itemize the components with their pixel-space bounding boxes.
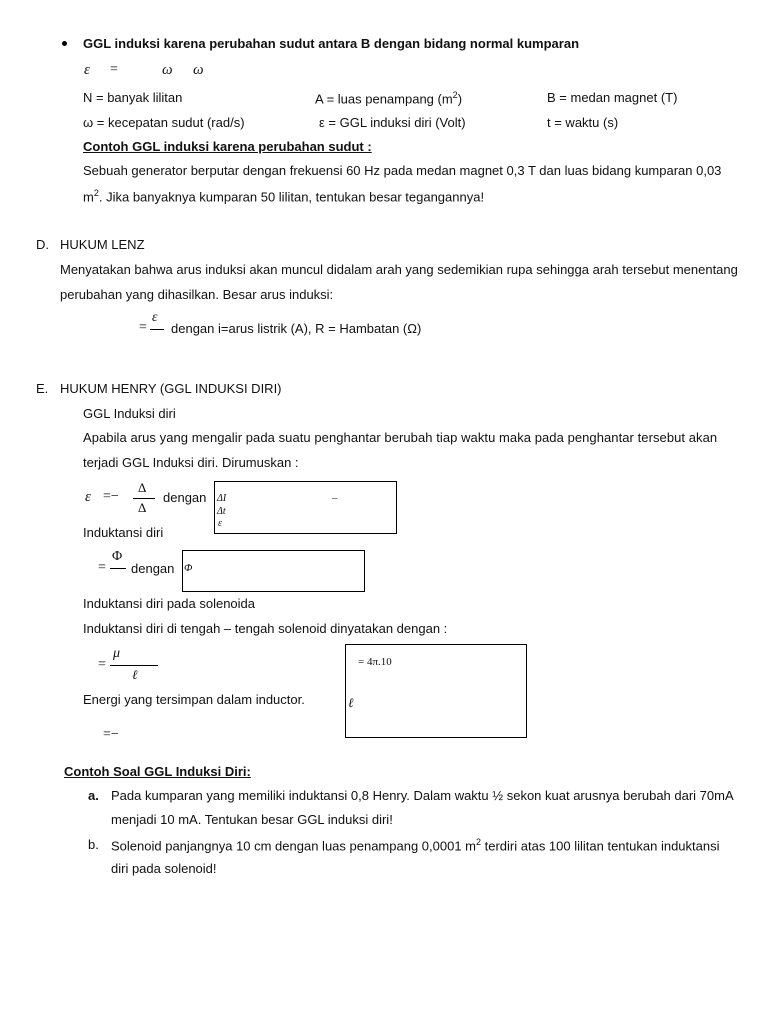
box2-phi: Φ xyxy=(184,562,193,574)
var-e: ε = GGL induksi diri (Volt) xyxy=(319,115,466,130)
box3-ell: ℓ xyxy=(348,695,354,710)
problem-a-line-2: menjadi 10 mA. Tentukan besar GGL induksi diri! xyxy=(111,812,393,827)
section-e-text-2: terjadi GGL Induksi diri. Dirumuskan : xyxy=(83,455,299,470)
section-d-text-1: Menyatakan bahwa arus induksi akan muncul didalam arah yang sedemikian rupa sehingga arah tersebut menentang xyxy=(60,262,738,277)
problem-b-line-1: Solenoid panjangnya 10 cm dengan luas penampang 0,0001 $m^2$ terdiri atas 100 lilitan tentukan induktansi xyxy=(111,837,720,854)
section-e-label: E. xyxy=(36,381,49,396)
inductance-title: Induktansi diri xyxy=(83,525,164,540)
solenoid-fraction-bar xyxy=(110,665,158,666)
henry-delta-num: Δ xyxy=(138,480,147,495)
var-t: t = waktu (s) xyxy=(547,115,619,130)
section-e-title: HUKUM HENRY (GGL INDUKSI DIRI) xyxy=(60,381,282,396)
problem-b-label: b. xyxy=(88,837,99,852)
solenoid-title: Induktansi diri pada solenoida xyxy=(83,596,256,611)
solenoid-ell: ℓ xyxy=(132,667,138,682)
lenz-eps: ε xyxy=(152,310,158,325)
phi-definition-box xyxy=(182,550,365,592)
henry-eps: ε xyxy=(85,489,91,505)
example-line-2: $m^2$. Jika banyaknya kumparan 50 lilitan, tentukan besar tegangannya! xyxy=(83,188,485,205)
formula-omega-1: ω xyxy=(162,62,173,78)
box3-mu0: = 4π.10 xyxy=(358,656,392,668)
example-title-angle: Contoh GGL induksi karena perubahan sudut : xyxy=(83,139,372,154)
formula-eq: = xyxy=(110,62,118,77)
solenoid-mu: μ xyxy=(113,646,121,661)
lenz-desc: dengan i=arus listrik (A), R = Hambatan (Ω) xyxy=(171,321,422,336)
solenoid-eq: = xyxy=(98,657,106,672)
bullet-icon xyxy=(62,41,67,46)
var-a: A = luas penampang $(m^2)$ xyxy=(315,90,463,107)
var-b: B = medan magnet (T) xyxy=(547,90,678,105)
solenoid-text: Induktansi diri di tengah – tengah solenoid dinyatakan dengan : xyxy=(83,621,448,636)
henry-definition-box xyxy=(214,481,397,534)
box1-delta-i: ΔI xyxy=(217,493,227,504)
henry-fraction-bar xyxy=(133,498,155,499)
box1-dash: – xyxy=(332,492,338,504)
lenz-fraction-bar xyxy=(150,329,164,330)
var-w: ω = kecepatan sudut (rad/s) xyxy=(83,115,245,130)
problem-a-line-1: Pada kumparan yang memiliki induktansi 0,8 Henry. Dalam waktu ½ sekon kuat arusnya berubah dari 70mA xyxy=(111,788,734,803)
l-phi-eq: = xyxy=(98,560,106,575)
problem-b-line-2: diri pada solenoid! xyxy=(111,861,217,876)
var-n: N = banyak lilitan xyxy=(83,90,183,105)
section-e-text-1: Apabila arus yang mengalir pada suatu penghantar berubah tiap waktu maka pada penghantar tersebut akan xyxy=(83,430,718,445)
formula-eps: ε xyxy=(84,62,90,78)
section-d-title: HUKUM LENZ xyxy=(60,237,145,252)
example-line-1: Sebuah generator berputar dengan frekuensi 60 Hz pada medan magnet 0,3 T dan luas bidang kumparan 0,03 xyxy=(83,163,722,178)
l-phi-fraction-bar xyxy=(110,568,126,569)
formula-omega-2: ω xyxy=(193,62,204,78)
section-title-angle: GGL induksi karena perubahan sudut antara B dengan bidang normal kumparan xyxy=(83,36,580,51)
henry-delta-den: Δ xyxy=(138,500,147,515)
section-d-text-2: perubahan yang dihasilkan. Besar arus induksi: xyxy=(60,287,334,302)
energy-eq: =− xyxy=(103,727,119,742)
l-phi-num: Φ xyxy=(112,549,123,564)
box1-eps: ε xyxy=(218,518,222,529)
box1-delta-t: Δt xyxy=(217,506,226,517)
section-e-sub: GGL Induksi diri xyxy=(83,406,176,421)
section-d-label: D. xyxy=(36,237,49,252)
lenz-eq: = xyxy=(139,320,147,335)
henry-eq: =− xyxy=(103,489,119,504)
problem-a-label: a. xyxy=(88,788,99,803)
henry-dengan: dengan xyxy=(163,490,207,505)
l-phi-dengan: dengan xyxy=(131,561,175,576)
problems-title: Contoh Soal GGL Induksi Diri: xyxy=(64,764,251,779)
energy-text: Energi yang tersimpan dalam inductor. xyxy=(83,692,305,707)
